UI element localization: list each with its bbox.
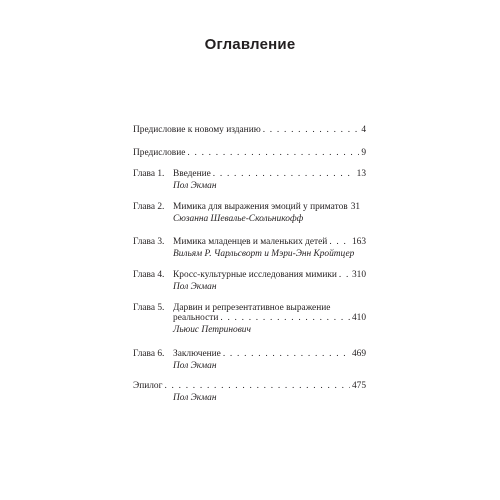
entry-author: Пол Экман: [173, 393, 217, 403]
toc-entry-chapter-1[interactable]: [133, 169, 366, 191]
entry-title: Предисловие: [133, 148, 186, 158]
entry-title: Эпилог: [133, 381, 163, 391]
entry-author: Пол Экман: [173, 361, 217, 371]
toc-entry-preface-new-edition[interactable]: [133, 125, 366, 135]
page-number: 13: [356, 169, 366, 179]
chapter-number: Глава 1.: [133, 169, 165, 179]
toc-entry-chapter-5[interactable]: [133, 303, 366, 335]
dot-leader: [213, 169, 355, 179]
entry-title: Заключение: [173, 349, 221, 359]
entry-author: Льюис Петринович: [173, 325, 251, 335]
dot-leader: [263, 125, 360, 135]
page-number: 469: [351, 349, 366, 359]
entry-title: Дарвин и репрезентативное выражение: [173, 303, 331, 313]
entry-author: Вильям Р. Чарльсворт и Мэри-Энн Кройтцер: [173, 249, 355, 259]
toc-entry-chapter-3[interactable]: [133, 237, 366, 259]
entry-author: Сюзанна Шевалье-Скольникофф: [173, 214, 304, 224]
entry-title: Мимика для выражения эмоций у приматов: [173, 202, 348, 212]
entry-author: Пол Экман: [173, 282, 217, 292]
chapter-number: Глава 2.: [133, 202, 165, 212]
toc-entry-epilogue[interactable]: [133, 381, 366, 403]
chapter-number: Глава 5.: [133, 303, 165, 313]
dot-leader: [329, 237, 350, 247]
page-number: 475: [351, 381, 366, 391]
chapter-number: Глава 4.: [133, 270, 165, 280]
page-number: 310: [351, 270, 366, 280]
page-number: 410: [351, 313, 366, 323]
page-title: Оглавление: [204, 36, 296, 53]
dot-leader: [164, 381, 350, 391]
toc-entry-chapter-6[interactable]: [133, 349, 366, 371]
dot-leader: [220, 313, 350, 323]
chapter-number: Глава 3.: [133, 237, 165, 247]
page-number: 163: [351, 237, 366, 247]
entry-title: Введение: [173, 169, 211, 179]
toc-entry-chapter-2[interactable]: [133, 202, 366, 224]
page-number: 9: [361, 148, 366, 158]
entry-author: Пол Экман: [173, 181, 217, 191]
page-number: 31: [350, 202, 361, 212]
chapter-number: Глава 6.: [133, 349, 165, 359]
page-number: 4: [361, 125, 366, 135]
dot-leader: [339, 270, 350, 280]
toc-entry-chapter-4[interactable]: [133, 270, 366, 292]
toc-entry-preface[interactable]: [133, 148, 366, 158]
entry-title-continuation: реальности: [173, 313, 219, 323]
entry-title: Предисловие к новому изданию: [133, 125, 261, 135]
entry-title: Мимика младенцев и маленьких детей: [173, 237, 328, 247]
entry-title: Кросс-культурные исследования мимики: [173, 270, 337, 280]
dot-leader: [187, 148, 359, 158]
dot-leader: [223, 349, 350, 359]
